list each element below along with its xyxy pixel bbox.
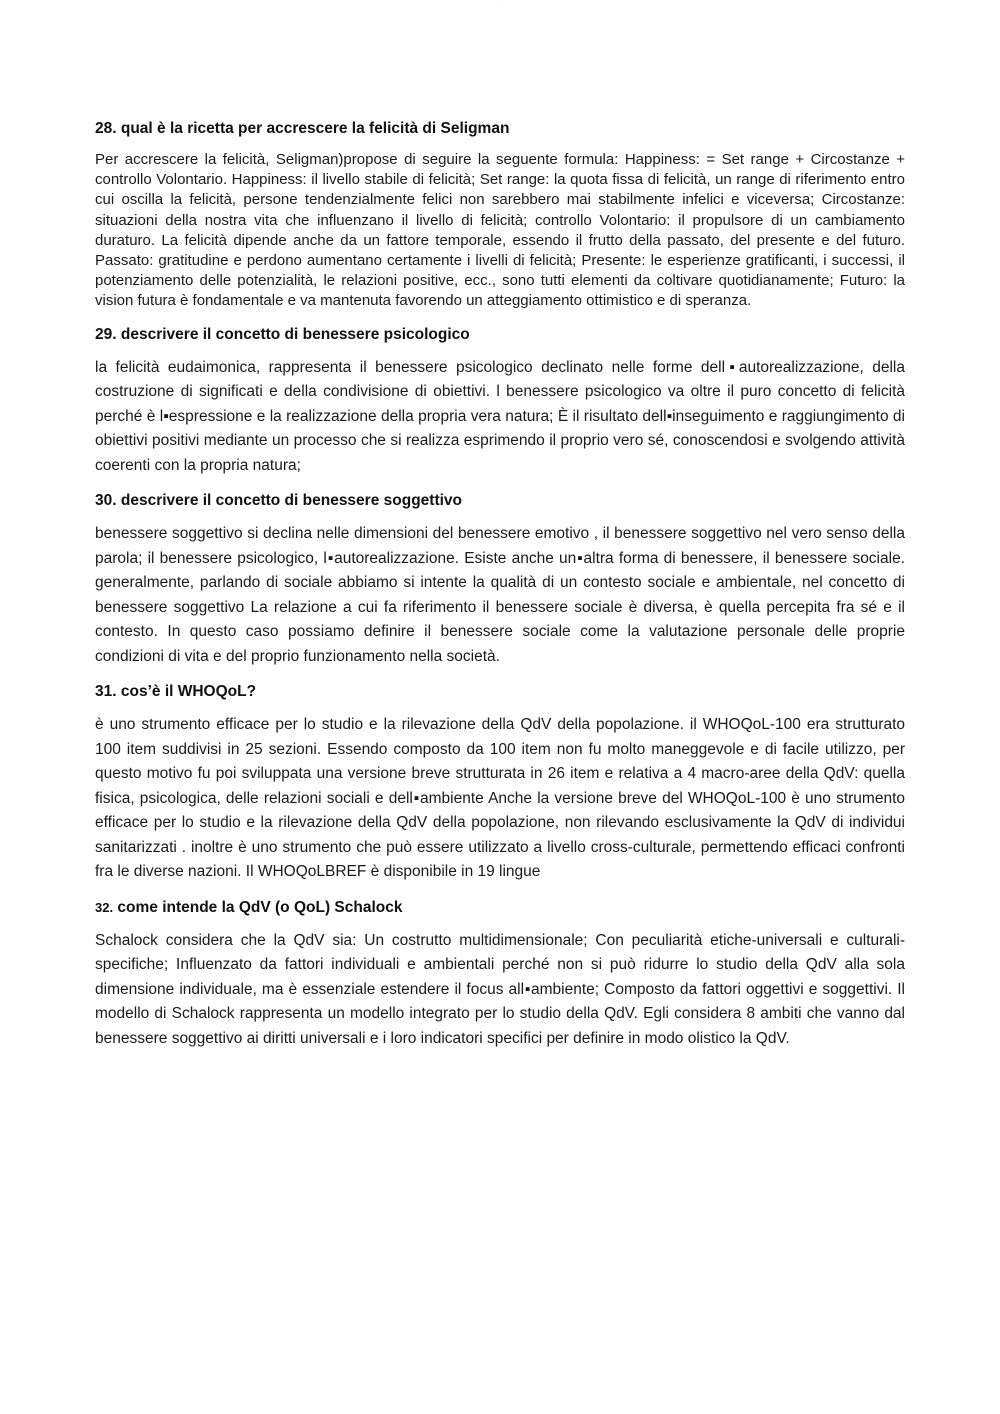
question-31-section bbox=[95, 681, 905, 885]
question-28-title: qual è la ricetta per accrescere la felicità di Seligman bbox=[120, 120, 510, 137]
question-29-section bbox=[95, 324, 905, 479]
question-28-heading bbox=[95, 118, 905, 140]
question-30-title: descrivere il concetto di benessere soggettivo bbox=[120, 492, 462, 510]
question-31-answer: è uno strumento efficace per lo studio e la rilevazione della QdV della popolazione. il WHOQoL-100 era strutturato 100 item suddivisi in 25 sezioni. Essendo composto da 100 item non fu molto maneggevole e di facile utilizzo, per questo motivo fu poi sviluppata una versione breve strutturata in 26 item e relativa a 4 macro-aree della QdV: quella fisica, psicologica, delle relazioni sociali e dell▪ambiente Anche la versione breve del WHOQoL-100 è uno strumento efficace per lo studio e la rilevazione della QdV della popolazione, non rilevando esclusivamente la QdV di individui sanitarizzati . inoltre è uno strumento che può essere utilizzato a livello cross-culturale, permettendo efficaci confronti fra le diverse nazioni. Il WHOQoLBREF è disponibile in 19 lingue bbox=[95, 716, 905, 881]
question-30-number: 30. bbox=[95, 492, 117, 510]
question-30-answer: benessere soggettivo si declina nelle dimensioni del benessere emotivo , il benessere soggettivo nel vero senso della parola; il benessere psicologico, l▪autorealizzazione. Esiste anche un▪altra forma di benessere, il benessere sociale. generalmente, parlando di sociale abbiamo si intente la qualità di un contesto sociale e ambientale, nel concetto di benessere soggettivo La relazione a cui fa riferimento il benessere sociale è diversa, è quella percepita fra sé e il contesto. In questo caso possiamo definire il benessere sociale come la valutazione personale delle proprie condizioni di vita e del proprio funzionamento nella società. bbox=[95, 525, 905, 665]
document-content bbox=[95, 118, 905, 1063]
header-mark: · · · bbox=[497, 0, 503, 4]
question-29-title: descrivere il concetto di benessere psicologico bbox=[120, 325, 470, 343]
question-31-title: cos’è il WHOQoL? bbox=[120, 683, 257, 701]
question-30-section bbox=[95, 490, 905, 669]
question-30-heading bbox=[95, 490, 905, 512]
question-29-heading bbox=[95, 324, 905, 346]
question-31-heading bbox=[95, 681, 905, 703]
question-31-number: 31. bbox=[95, 683, 117, 701]
question-32-section bbox=[95, 897, 905, 1052]
question-32-heading bbox=[95, 897, 905, 919]
question-32-number: 32. bbox=[95, 899, 114, 915]
question-32-answer: Schalock considera che la QdV sia: Un costrutto multidimensionale; Con peculiarità etiche-universali e culturali-specifiche; Influenzato da fattori individuali e ambientali perché non si può ridurre lo studio della QdV alla sola dimensione individuale, ma è essenziale estendere il focus all▪ambiente; Composto da fattori oggettivi e soggettivi. Il modello di Schalock rappresenta un modello integrato per lo studio della QdV. Egli considera 8 ambiti che vanno dal benessere soggettivo ai diritti universali e i loro indicatori specifici per definire in modo olistico la QdV. bbox=[95, 931, 905, 1047]
question-28-section bbox=[95, 118, 905, 312]
question-29-answer: la felicità eudaimonica, rappresenta il benessere psicologico declinato nelle forme dell▪autorealizzazione, della costruzione di significati e della condivisione di obiettivi. l benessere psicologico va oltre il puro concetto di felicità perché è l▪espressione e la realizzazione della propria vera natura; È il risultato dell▪inseguimento e raggiungimento di obiettivi positivi mediante un processo che si realizza esprimendo il proprio vero sé, conoscendosi e svolgendo attività coerenti con la propria natura; bbox=[95, 358, 905, 474]
question-29-number: 29. bbox=[95, 325, 117, 343]
question-28-answer: Per accrescere la felicità, Seligman)propose di seguire la seguente formula: Happiness: = Set range + Circostanze + controllo Volontario. Happiness: il livello stabile di felicità; Set range: la quota fissa di felicità, un range di riferimento entro cui oscilla la felicità, persone tendenzialmente felici non sarebbero mai stabilmente infelici e viceversa; Circostanze: situazioni della nostra vita che influenzano il livello di felicità; controllo Volontario: il propulsore di un cambiamento duraturo. La felicità dipende anche da un fattore temporale, essendo il frutto della passato, del presente e del futuro. Passato: gratitudine e perdono aumentano certamente i livelli di felicità; Presente: le esperienze gratificanti, i successi, il potenziamento delle potenzialità, le relazioni positive, ecc., sono tutti elementi da coltivare quotidianamente; Futuro: la vision futura è fondamentale e va mantenuta favorendo un atteggiamento ottimistico e di speranza. bbox=[95, 151, 905, 310]
question-32-title: come intende la QdV (o QoL) Schalock bbox=[117, 898, 403, 916]
question-28-number: 28. bbox=[95, 120, 117, 137]
